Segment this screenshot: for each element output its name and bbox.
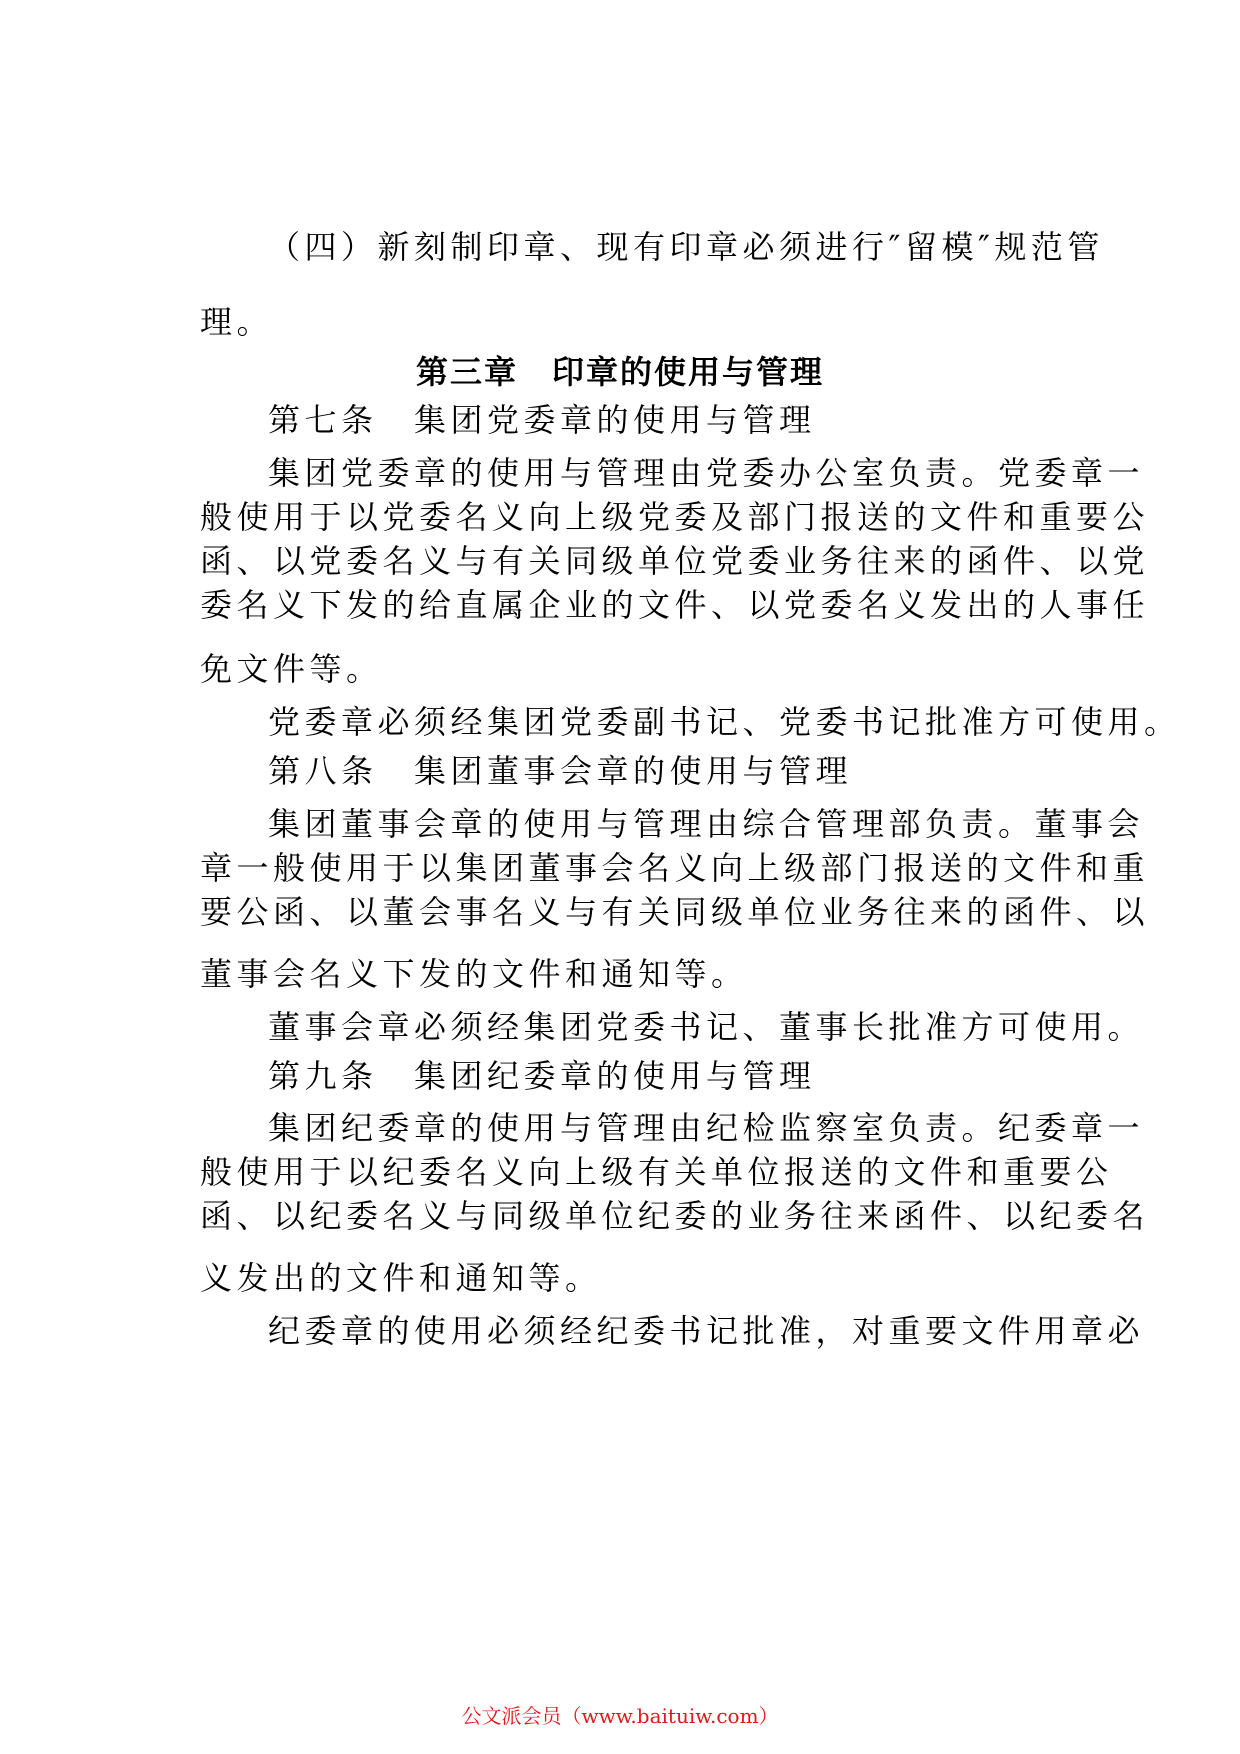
paragraph-line: 函、以纪委名义与同级单位纪委的业务往来函件、以纪委名 [200,1197,1150,1235]
footer-watermark-link[interactable]: 公文派会员（www.baituiw.com） [461,1704,779,1728]
paragraph-line: 理。 [200,303,274,341]
article-heading: 第九条 集团纪委章的使用与管理 [268,1057,816,1095]
paragraph-line: 要公函、以董会事名义与有关同级单位业务往来的函件、以 [200,893,1150,931]
paragraph-line: 党委章必须经集团党委副书记、党委书记批准方可使用。 [268,703,1181,741]
paragraph-line: 函、以党委名义与有关同级单位党委业务往来的函件、以党 [200,542,1150,580]
paragraph-line: 章一般使用于以集团董事会名义向上级部门报送的文件和重 [200,849,1150,887]
paragraph-line: 纪委章的使用必须经纪委书记批准，对重要文件用章必 [268,1312,1145,1350]
paragraph-line: 集团党委章的使用与管理由党委办公室负责。党委章一 [268,454,1145,492]
paragraph-line: （四）新刻制印章、现有印章必须进行″留模″规范管 [268,228,1104,266]
chapter-heading: 第三章 印章的使用与管理 [415,353,824,391]
paragraph-line: 董事会名义下发的文件和通知等。 [200,955,748,993]
paragraph-line: 般使用于以纪委名义向上级有关单位报送的文件和重要公 [200,1153,1113,1191]
paragraph-line: 集团董事会章的使用与管理由综合管理部负责。董事会 [268,805,1145,843]
paragraph-line: 免文件等。 [200,650,383,688]
article-heading: 第八条 集团董事会章的使用与管理 [268,752,853,790]
paragraph-line: 董事会章必须经集团党委书记、董事长批准方可使用。 [268,1008,1145,1046]
paragraph-line: 般使用于以党委名义向上级党委及部门报送的文件和重要公 [200,498,1150,536]
article-heading: 第七条 集团党委章的使用与管理 [268,401,816,439]
paragraph-line: 委名义下发的给直属企业的文件、以党委名义发出的人事任 [200,586,1150,624]
paragraph-line: 集团纪委章的使用与管理由纪检监察室负责。纪委章一 [268,1109,1145,1147]
paragraph-line: 义发出的文件和通知等。 [200,1259,602,1297]
